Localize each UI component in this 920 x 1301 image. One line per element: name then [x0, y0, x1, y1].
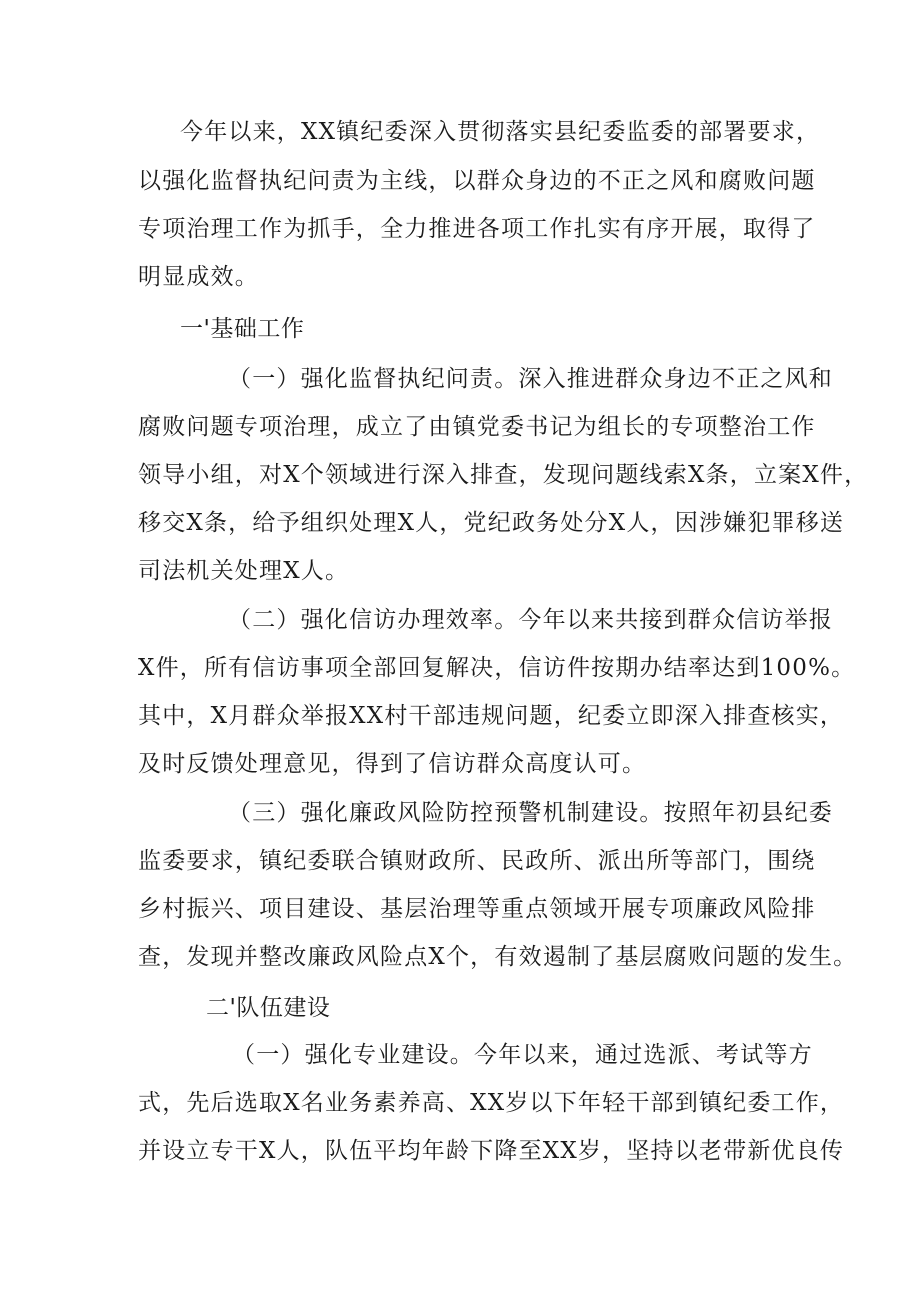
s1-item2-line-3: 其中，X月群众举报XX村干部违规问题，纪委立即深入排查核实， [138, 703, 845, 729]
s1-item1-line-2: 腐败问题专项治理，成立了由镇党委书记为组长的专项整治工作 [138, 414, 816, 440]
s1-item1-line-3: 领导小组，对X个领域进行深入排查，发现问题线索X条，立案X件， [138, 462, 869, 488]
s1-item2-line-4: 及时反馈处理意见，得到了信访群众高度认可。 [138, 751, 647, 777]
s1-item2-line-2: X件，所有信访事项全部回复解决，信访件按期办结率达到100%。 [138, 655, 856, 681]
s2-item1-line-3: 并设立专干X人，队伍平均年龄下降至XX岁，坚持以老带新优良传 [138, 1138, 845, 1164]
intro-line-2: 以强化监督执纪问责为主线，以群众身边的不正之风和腐败问题 [138, 168, 816, 194]
s1-item1-line-4: 移交X条，给予组织处理X人，党纪政务处分X人，因涉嫌犯罪移送 [138, 510, 845, 536]
s1-item1-line-5: 司法机关处理X人。 [138, 558, 350, 584]
section-heading-basic-work: 一'基础工作 [180, 316, 305, 342]
s2-item1-line-2: 式，先后选取X名业务素养高、XX岁以下年轻干部到镇纪委工作， [138, 1090, 845, 1116]
s1-item3-line-3: 乡村振兴、项目建设、基层治理等重点领域开展专项廉政风险排 [138, 896, 816, 922]
s1-item3-line-4: 查，发现并整改廉政风险点X个，有效遏制了基层腐败问题的发生。 [138, 944, 858, 970]
intro-line-3: 专项治理工作为抓手，全力推进各项工作扎实有序开展，取得了 [138, 216, 816, 242]
section-heading-team-building: 二'队伍建设 [206, 995, 331, 1021]
s1-item3-line-2: 监委要求，镇纪委联合镇财政所、民政所、派出所等部门，围绕 [138, 848, 816, 874]
intro-line-1: 今年以来，XX镇纪委深入贯彻落实县纪委监委的部署要求， [180, 119, 821, 145]
s1-item2-line-1: （二）强化信访办理效率。今年以来共接到群众信访举报 [228, 607, 833, 633]
intro-line-4: 明显成效。 [138, 264, 259, 290]
s1-item3-line-1: （三）强化廉政风险防控预警机制建设。按照年初县纪委 [228, 800, 833, 826]
s1-item1-line-1: （一）强化监督执纪问责。深入推进群众身边不正之风和 [228, 366, 833, 392]
s2-item1-line-1: （一）强化专业建设。今年以来，通过选派、考试等方 [232, 1042, 813, 1068]
